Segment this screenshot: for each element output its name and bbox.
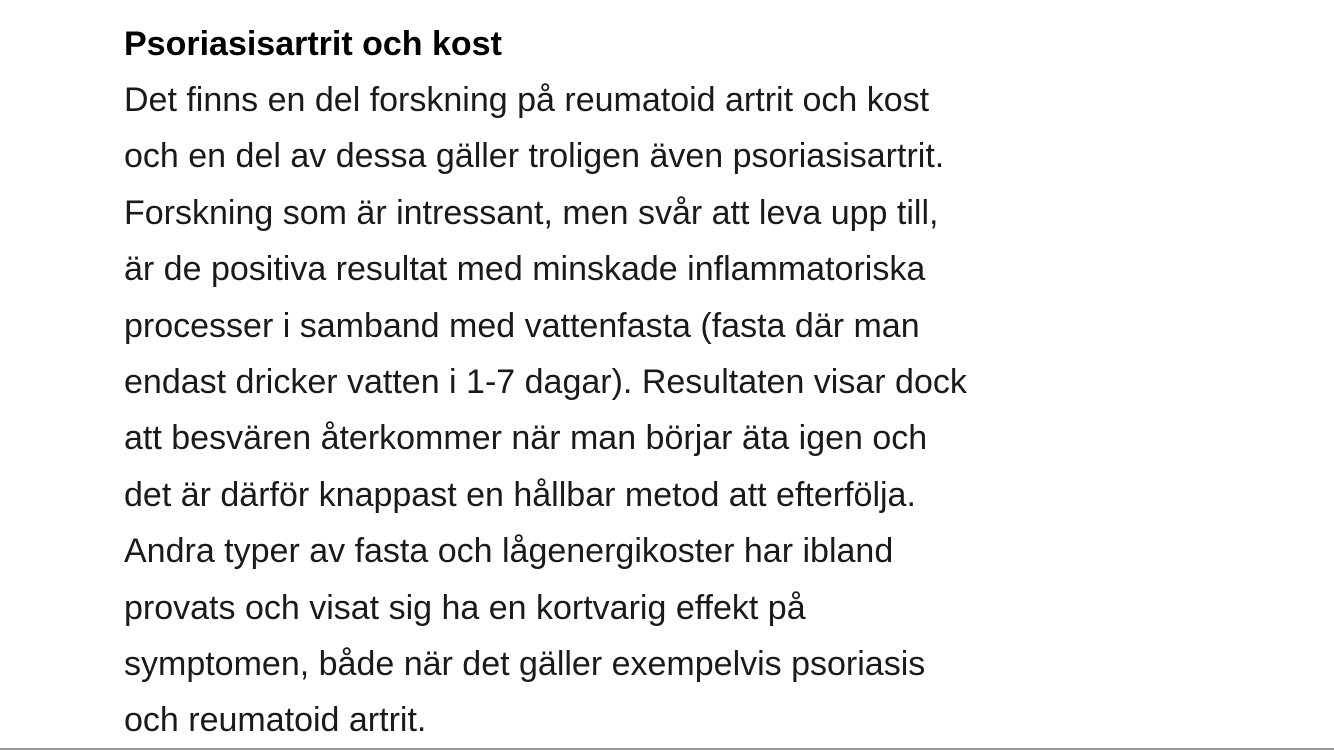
- article-heading: Psoriasisartrit och kost: [124, 25, 502, 63]
- body-line: är de positiva resultat med minskade inflammatoriska: [124, 250, 926, 289]
- body-line: Andra typer av fasta och lågenergikoster har ibland: [124, 532, 894, 571]
- body-line: provats och visat sig ha en kortvarig effekt på: [124, 588, 806, 627]
- body-line: processer i samband med vattenfasta (fasta där man: [124, 306, 920, 345]
- body-line: och reumatoid artrit.: [124, 701, 427, 740]
- body-line: Det finns en del forskning på reumatoid artrit och kost: [124, 81, 930, 119]
- body-line: att besvären återkommer när man börjar äta igen och: [124, 419, 928, 458]
- body-line: symptomen, både när det gäller exempelvis psoriasis: [124, 645, 926, 684]
- body-line: Forskning som är intressant, men svår att leva upp till,: [124, 193, 939, 232]
- body-line: det är därför knappast en hållbar metod att efterfölja.: [124, 475, 916, 514]
- body-line: och en del av dessa gäller troligen även psoriasisartrit.: [124, 137, 945, 176]
- article-body: [124, 72, 1124, 749]
- body-line: endast dricker vatten i 1-7 dagar). Resultaten visar dock: [124, 363, 967, 402]
- article: [124, 22, 1124, 749]
